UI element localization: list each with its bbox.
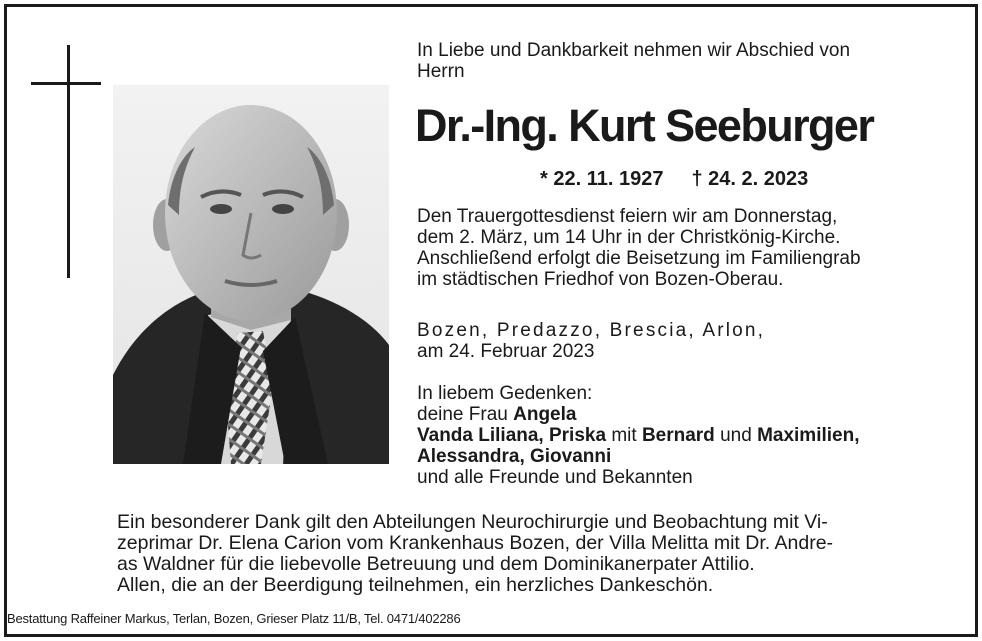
thanks-line: zeprimar Dr. Elena Carion vom Krankenhaus Bozen, der Villa Melitta mit Dr. Andre- (117, 532, 834, 554)
thanks-line: Allen, die an der Beerdigung teilnehmen, ein herzliches Dankeschön. (117, 574, 714, 596)
death-date: † 24. 2. 2023 (691, 168, 809, 190)
mourner-connector: mit (611, 425, 637, 446)
intro-line: Herrn (417, 61, 465, 82)
mourner-prefix: deine Frau (417, 404, 508, 425)
mourner-closing: und alle Freunde und Bekannten (417, 467, 693, 488)
thanks-text (117, 512, 833, 596)
place-date (417, 320, 765, 362)
place-date-line: am 24. Februar 2023 (417, 341, 595, 362)
service-line: im städtischen Friedhof von Bozen-Oberau. (417, 269, 784, 290)
intro-line: In Liebe und Dankbarkeit nehmen wir Abschied von (417, 40, 851, 61)
service-line: Anschließend erfolgt die Beisetzung im Familiengrab (417, 248, 861, 269)
intro-text (417, 40, 850, 82)
mourner-line (417, 404, 859, 425)
place-cities: Bozen, Predazzo, Brescia, Arlon, (417, 320, 766, 341)
thanks-line: as Waldner für die liebevolle Betreuung und dem Dominikanerpater Attilio. (117, 553, 755, 575)
mourner-connector: und (720, 425, 752, 446)
obituary-notice (4, 4, 978, 637)
mourner-line: Alessandra, Giovanni (417, 446, 612, 467)
thanks-line: Ein besonderer Dank gilt den Abteilungen Neurochirurgie und Beobachtung mit Vi- (117, 511, 828, 533)
service-info (417, 206, 861, 290)
service-line: Den Trauergottesdienst feiern wir am Donnerstag, (417, 206, 838, 227)
service-line: dem 2. März, um 14 Uhr in der Christkönig-Kirche. (417, 227, 841, 248)
mourner-name: Maximilien, (757, 425, 860, 446)
life-dates (540, 168, 808, 191)
mourner-name: Angela (513, 404, 577, 425)
deceased-name: Dr.-Ing. Kurt Seeburger (415, 100, 874, 151)
mourners-list (417, 383, 859, 488)
funeral-home-info: Bestattung Raffeiner Markus, Terlan, Bozen, Grieser Platz 11/B, Tel. 0471/402286 (7, 611, 461, 626)
memory-heading: In liebem Gedenken: (417, 383, 593, 404)
mourner-name: Bernard (641, 425, 715, 446)
mourner-line (417, 425, 859, 446)
portrait-photo (113, 85, 389, 464)
mourner-name: Vanda Liliana, Priska (417, 425, 607, 446)
birth-date: * 22. 11. 1927 (540, 168, 664, 190)
